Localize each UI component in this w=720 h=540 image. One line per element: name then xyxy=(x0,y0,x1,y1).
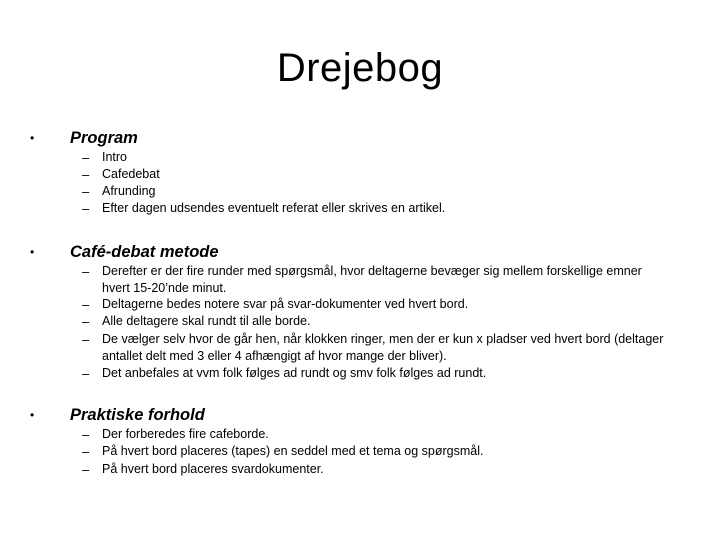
dash-icon: – xyxy=(82,314,90,329)
dash-icon: – xyxy=(82,462,90,477)
list-item-text: Cafedebat xyxy=(102,167,160,181)
bullet-icon: • xyxy=(30,131,35,145)
dash-icon: – xyxy=(82,332,90,347)
dash-icon: – xyxy=(82,150,90,165)
bullet-icon: • xyxy=(30,245,35,259)
list-item-text: Efter dagen udsendes eventuelt referat eller skrives en artikel. xyxy=(102,201,446,215)
dash-icon: – xyxy=(82,297,90,312)
dash-icon: – xyxy=(82,366,90,381)
list-item-text: Afrunding xyxy=(102,184,156,198)
list-item-text: Det anbefales at vvm folk følges ad rundt og smv folk følges ad rundt. xyxy=(102,366,487,380)
list-item-text: Der forberedes fire cafeborde. xyxy=(102,427,269,441)
dash-icon: – xyxy=(82,264,90,279)
dash-icon: – xyxy=(82,184,90,199)
list-item-text: Deltagerne bedes notere svar på svar-dokumenter ved hvert bord. xyxy=(102,297,469,311)
dash-icon: – xyxy=(82,201,90,216)
bullet-icon: • xyxy=(30,408,35,422)
section-heading: Café-debat metode xyxy=(70,243,219,261)
section-heading: Praktiske forhold xyxy=(70,406,205,424)
list-item-text: Derefter er der fire runder med spørgsmål, hvor deltagerne bevæger sig mellem forskellige emner hvert 15-20’nde minut. xyxy=(102,264,642,295)
dash-icon: – xyxy=(82,444,90,459)
slide-title: Drejebog xyxy=(276,46,444,90)
list-item-text: På hvert bord placeres (tapes) en seddel med et tema og spørgsmål. xyxy=(102,444,484,458)
dash-icon: – xyxy=(82,167,90,182)
dash-icon: – xyxy=(82,427,90,442)
list-item-text: De vælger selv hvor de går hen, når klokken ringer, men der er kun x pladser ved hvert bord (deltager antallet delt med 3 eller 4 afhængigt af hvor mange der bliver). xyxy=(102,332,664,363)
list-item-text: Intro xyxy=(102,150,128,164)
section-heading: Program xyxy=(70,129,138,147)
list-item-text: Alle deltagere skal rundt til alle borde. xyxy=(102,314,311,328)
list-item-text: På hvert bord placeres svardokumenter. xyxy=(102,462,324,476)
